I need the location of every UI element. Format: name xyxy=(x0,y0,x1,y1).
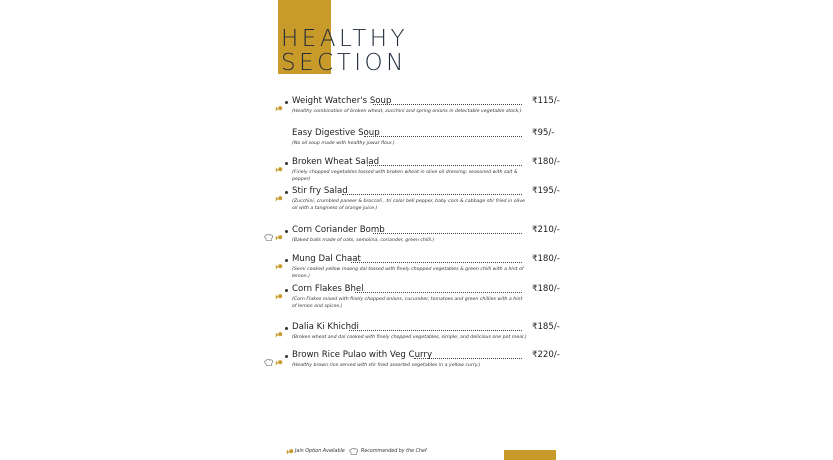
chef-hat-icon xyxy=(349,448,359,456)
jain-option-icon xyxy=(275,324,283,332)
item-price: ₹180/- xyxy=(532,254,560,264)
item-name: Broken Wheat Salad xyxy=(292,157,380,167)
item-description: (No oil soup made with healthy jowar flour.) xyxy=(292,141,395,146)
item-price: ₹180/- xyxy=(532,157,560,167)
item-price: ₹195/- xyxy=(532,186,560,196)
item-name: Corn Flakes Bhel xyxy=(292,284,364,294)
item-description: (Broken wheat and dal cooked with finely chopped vegetables, simple, and delicious one pot meal.) xyxy=(292,335,527,340)
bullet-dot xyxy=(285,101,288,104)
item-description: (Healthy brown rice served with stir fried assorted vegetables in a yellow curry.) xyxy=(292,363,481,368)
jain-option-icon xyxy=(275,98,283,106)
bullet-dot xyxy=(285,230,288,233)
dotted-leader xyxy=(364,136,522,137)
dotted-leader xyxy=(355,292,522,293)
dotted-leader xyxy=(373,233,522,234)
corner-accent-block xyxy=(504,450,556,460)
item-price: ₹220/- xyxy=(532,350,560,360)
legend-chef-label: Recommended by the Chef xyxy=(361,449,427,454)
item-description: (Corn Flakes mixed with finely chopped onions, cucumber, tomatoes and green chillies with a hint of lemon and spices.) xyxy=(292,297,523,309)
jain-option-icon xyxy=(275,256,283,264)
item-price: ₹115/- xyxy=(532,96,560,106)
dotted-leader xyxy=(373,104,522,105)
jain-option-icon xyxy=(275,286,283,294)
bullet-dot xyxy=(285,191,288,194)
item-price: ₹185/- xyxy=(532,322,560,332)
item-description: (Baked balls made of oats, semolina, coriander, green chilli.) xyxy=(292,238,435,243)
dotted-leader xyxy=(342,194,522,195)
item-name: Mung Dal Chaat xyxy=(292,254,361,264)
jain-option-icon xyxy=(286,448,294,456)
item-description: (Zucchini, crumbled paneer & broccoli , tri color bell pepper, baby corn & cabbage stir fried in olive oil with a tanginess of orange juice.) xyxy=(292,199,525,211)
item-price: ₹95/- xyxy=(532,128,555,138)
bullet-dot xyxy=(285,355,288,358)
dotted-leader xyxy=(414,358,522,359)
bullet-dot xyxy=(285,259,288,262)
item-name: Weight Watcher's Soup xyxy=(292,96,392,106)
chef-hat-icon xyxy=(264,227,274,235)
item-name: Easy Digestive Soup xyxy=(292,128,380,138)
section-title-line1: HEALTHY xyxy=(281,26,409,52)
item-name: Corn Coriander Bomb xyxy=(292,225,385,235)
dotted-leader xyxy=(349,330,522,331)
jain-option-icon xyxy=(275,352,283,360)
item-description: (Healthy combination of broken wheat, zucchini and spring onions in delectable vegetable stock.) xyxy=(292,109,522,114)
jain-option-icon xyxy=(275,188,283,196)
jain-option-icon xyxy=(275,227,283,235)
item-name: Brown Rice Pulao with Veg Curry xyxy=(292,350,433,360)
item-price: ₹210/- xyxy=(532,225,560,235)
item-description: (Finely chopped vegetables tossed with broken wheat in olive oil dressing; seasoned with salt & pepper) xyxy=(292,170,518,182)
section-title-line2: SECTION xyxy=(281,50,407,76)
dotted-leader xyxy=(367,165,522,166)
item-name: Stir fry Salad xyxy=(292,186,348,196)
legend-jain-label: Jain Option Available xyxy=(295,449,345,454)
item-price: ₹180/- xyxy=(532,284,560,294)
item-description: (Semi cooked yellow moong dal tossed with finely chopped vegetables & green chilli with a hint of lemon.) xyxy=(292,267,524,279)
dotted-leader xyxy=(351,262,522,263)
item-name: Dalia Ki Khichdi xyxy=(292,322,359,332)
bullet-dot xyxy=(285,289,288,292)
jain-option-icon xyxy=(275,159,283,167)
bullet-dot xyxy=(285,162,288,165)
bullet-dot xyxy=(285,327,288,330)
chef-hat-icon xyxy=(264,352,274,360)
